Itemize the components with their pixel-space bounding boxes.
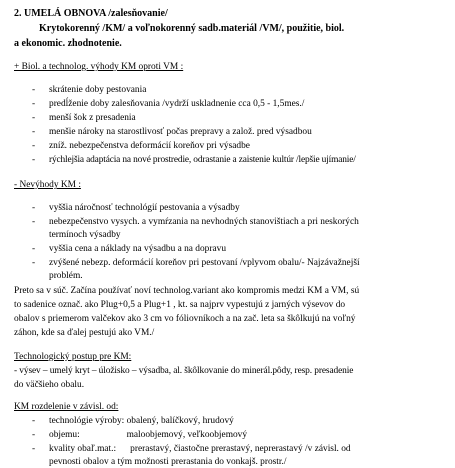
list-bullet: - <box>32 217 36 227</box>
advantage-item: rýchlejšia adaptácia na nové prostredie, odrastanie a zaistenie kultúr /lepšie ujímanie/ <box>49 155 356 165</box>
disadvantage-item-continued: termínoch výsadby <box>49 230 121 240</box>
advantage-item: predĺženie doby zalesňovania /vydrží uskladnenie cca 0,5 - 1,5mes./ <box>49 99 305 109</box>
process-heading: Technologický postup pre KM: <box>14 352 132 362</box>
classification-item-continued: pevnosti obalov a tým možnosti prerastania do vonkajš. prostr./ <box>49 457 287 467</box>
section-title: 2. UMELÁ OBNOVA /zalesňovanie/ <box>14 8 168 19</box>
paragraph-line: Preto sa v súč. Začína používať noví technolog.variant ako kompromis medzi KM a VM, sú <box>14 286 360 296</box>
list-bullet: - <box>32 244 36 254</box>
section-subtitle-line1: Krytokorenný /KM/ a voľnokorenný sadb.materiál /VM/, použitie, biol. <box>39 23 345 34</box>
disadvantage-item: vyššia náročnosť technológií pestovania a výsadby <box>49 203 240 213</box>
advantage-item: zníž. nebezpečenstva deformácií koreňov pri výsadbe <box>49 141 250 151</box>
list-bullet: - <box>32 85 36 95</box>
advantage-item: skrátenie doby pestovania <box>49 85 147 95</box>
disadvantage-item-continued: problém. <box>49 271 83 281</box>
process-line: - výsev – umelý kryt – úložisko – výsadba, al. škôlkovanie do minerál.pôdy, resp. presadenie <box>14 366 354 376</box>
advantages-heading: + Biol. a technolog. výhody KM oproti VM : <box>14 62 184 72</box>
classification-item: technológie výroby: obalený, balíčkový, hrudový <box>49 416 234 426</box>
disadvantage-item: vyššia cena a náklady na výsadbu a na dopravu <box>49 244 227 254</box>
list-bullet: - <box>32 127 36 137</box>
paragraph-line: záhon, kde sa ďalej pestujú ako VM./ <box>14 328 155 338</box>
list-bullet: - <box>32 258 36 268</box>
disadvantage-item: nebezpečenstvo vysych. a vymŕzania na nevhodných stanovištiach a pri neskorých <box>49 217 359 227</box>
advantage-item: menšie nároky na starostlivosť počas prepravy a založ. pred výsadbou <box>49 127 312 137</box>
classification-item: objemu: maloobjemový, veľkoobjemový <box>49 430 248 440</box>
section-subtitle-line2: a ekonomic. zhodnotenie. <box>14 38 122 49</box>
list-bullet: - <box>32 444 36 454</box>
classification-item: kvality obaľ.mat.: prerastavý, čiastočne prerastavý, neprerastavý /v závisl. od <box>49 444 351 454</box>
paragraph-line: obalov s priemerom valčekov ako 3 cm vo fóliovníkoch a na zač. leta sa škôlkujú na voľný <box>14 314 356 324</box>
classification-heading: KM rozdelenie v závisl. od: <box>14 402 119 412</box>
list-bullet: - <box>32 416 36 426</box>
process-line: do väčšieho obalu. <box>14 380 85 390</box>
list-bullet: - <box>32 141 36 151</box>
list-bullet: - <box>32 430 36 440</box>
list-bullet: - <box>32 99 36 109</box>
paragraph-line: to sadenice označ. ako Plug+0,5 a Plug+1 , kt. sa najprv vypestujú z jarných výsevov do <box>14 300 346 310</box>
list-bullet: - <box>32 155 36 165</box>
disadvantage-item: zvýšené nebezp. deformácií koreňov pri pestovaní /vplyvom obalu/- Najzávažnejší <box>49 258 360 268</box>
advantage-item: menší šok z presadenia <box>49 113 136 123</box>
list-bullet: - <box>32 203 36 213</box>
list-bullet: - <box>32 113 36 123</box>
disadvantages-heading: - Nevýhody KM : <box>14 180 81 190</box>
